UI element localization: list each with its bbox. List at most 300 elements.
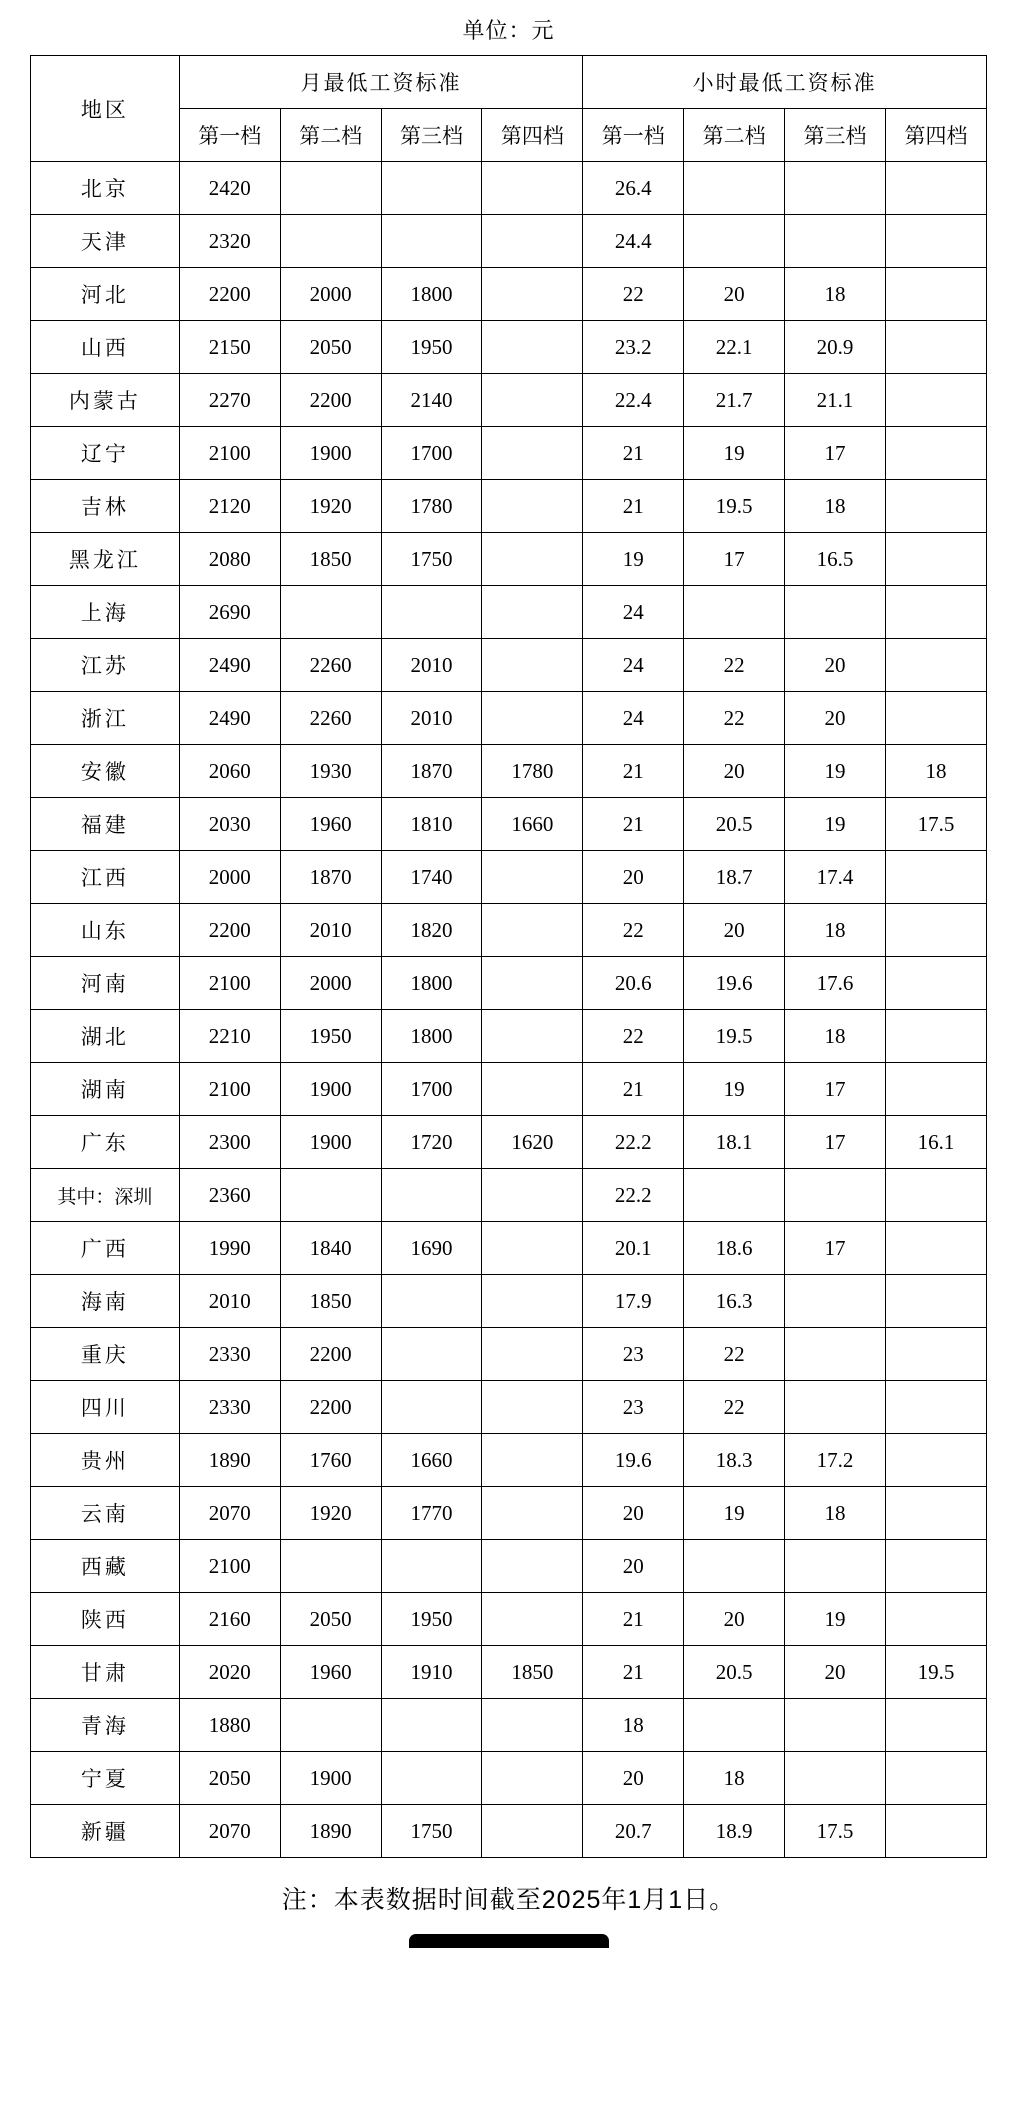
hourly-tier-3-cell [785,1540,886,1593]
monthly-tier-4-cell [482,215,583,268]
hourly-tier-3-cell [785,586,886,639]
header-hourly-tier-2: 第二档 [684,109,785,162]
hourly-tier-1-cell: 23.2 [583,321,684,374]
monthly-tier-2-cell: 1930 [280,745,381,798]
monthly-tier-2-cell: 1900 [280,1752,381,1805]
monthly-tier-2-cell: 1960 [280,1646,381,1699]
hourly-tier-2-cell: 20 [684,1593,785,1646]
header-region: 地区 [31,56,180,162]
monthly-tier-1-cell: 2010 [179,1275,280,1328]
region-cell: 黑龙江 [31,533,180,586]
monthly-tier-4-cell [482,692,583,745]
monthly-tier-2-cell: 1870 [280,851,381,904]
hourly-tier-2-cell: 18.3 [684,1434,785,1487]
monthly-tier-3-cell [381,586,482,639]
monthly-tier-4-cell [482,1593,583,1646]
hourly-tier-1-cell: 20.1 [583,1222,684,1275]
hourly-tier-4-cell [886,215,987,268]
hourly-tier-2-cell: 19.5 [684,480,785,533]
monthly-tier-2-cell: 2200 [280,1381,381,1434]
hourly-tier-3-cell: 18 [785,268,886,321]
monthly-tier-3-cell [381,1699,482,1752]
hourly-tier-2-cell: 18.1 [684,1116,785,1169]
monthly-tier-2-cell: 2050 [280,1593,381,1646]
region-cell: 上海 [31,586,180,639]
monthly-tier-3-cell: 1950 [381,1593,482,1646]
region-cell: 云南 [31,1487,180,1540]
hourly-tier-1-cell: 26.4 [583,162,684,215]
monthly-tier-4-cell [482,533,583,586]
table-row [31,1593,987,1646]
hourly-tier-3-cell: 21.1 [785,374,886,427]
hourly-tier-2-cell: 18.6 [684,1222,785,1275]
hourly-tier-3-cell [785,1752,886,1805]
region-cell: 湖南 [31,1063,180,1116]
region-cell: 新疆 [31,1805,180,1858]
monthly-tier-1-cell: 2100 [179,1540,280,1593]
table-row [31,162,987,215]
hourly-tier-2-cell: 18.7 [684,851,785,904]
monthly-tier-2-cell [280,215,381,268]
table-body [31,162,987,1858]
monthly-tier-4-cell [482,162,583,215]
hourly-tier-4-cell [886,1434,987,1487]
hourly-tier-1-cell: 17.9 [583,1275,684,1328]
hourly-tier-2-cell: 20.5 [684,1646,785,1699]
hourly-tier-4-cell [886,162,987,215]
monthly-tier-1-cell: 2270 [179,374,280,427]
monthly-tier-4-cell [482,904,583,957]
hourly-tier-4-cell [886,904,987,957]
monthly-tier-1-cell: 2100 [179,1063,280,1116]
monthly-tier-1-cell: 2050 [179,1752,280,1805]
hourly-tier-4-cell [886,1540,987,1593]
monthly-tier-1-cell: 2330 [179,1381,280,1434]
hourly-tier-1-cell: 24.4 [583,215,684,268]
monthly-tier-4-cell [482,427,583,480]
hourly-tier-3-cell: 17 [785,1063,886,1116]
table-header [31,56,987,162]
hourly-tier-1-cell: 21 [583,1063,684,1116]
hourly-tier-4-cell [886,586,987,639]
hourly-tier-2-cell: 22 [684,639,785,692]
monthly-tier-1-cell: 2420 [179,162,280,215]
hourly-tier-1-cell: 24 [583,692,684,745]
monthly-tier-1-cell: 2300 [179,1116,280,1169]
table-row [31,1646,987,1699]
hourly-tier-1-cell: 20 [583,851,684,904]
hourly-tier-3-cell: 17.4 [785,851,886,904]
hourly-tier-4-cell [886,268,987,321]
hourly-tier-3-cell: 18 [785,480,886,533]
monthly-tier-3-cell: 1660 [381,1434,482,1487]
monthly-tier-1-cell: 2360 [179,1169,280,1222]
hourly-tier-1-cell: 21 [583,1646,684,1699]
monthly-tier-2-cell [280,1169,381,1222]
hourly-tier-3-cell: 16.5 [785,533,886,586]
monthly-tier-2-cell: 2260 [280,692,381,745]
hourly-tier-1-cell: 24 [583,586,684,639]
region-cell: 湖北 [31,1010,180,1063]
monthly-tier-2-cell: 1950 [280,1010,381,1063]
hourly-tier-4-cell [886,1487,987,1540]
monthly-tier-4-cell [482,1434,583,1487]
monthly-tier-1-cell: 1990 [179,1222,280,1275]
region-cell: 吉林 [31,480,180,533]
monthly-tier-2-cell [280,586,381,639]
hourly-tier-3-cell: 17 [785,1222,886,1275]
monthly-tier-2-cell [280,162,381,215]
table-row [31,1381,987,1434]
hourly-tier-3-cell [785,1328,886,1381]
monthly-tier-3-cell: 1720 [381,1116,482,1169]
monthly-tier-4-cell [482,480,583,533]
hourly-tier-2-cell: 20 [684,268,785,321]
hourly-tier-2-cell: 20.5 [684,798,785,851]
monthly-tier-3-cell: 1910 [381,1646,482,1699]
monthly-tier-3-cell: 2140 [381,374,482,427]
monthly-tier-4-cell [482,1222,583,1275]
hourly-tier-4-cell [886,639,987,692]
monthly-tier-3-cell: 1780 [381,480,482,533]
hourly-tier-4-cell [886,1752,987,1805]
region-cell: 宁夏 [31,1752,180,1805]
hourly-tier-2-cell: 21.7 [684,374,785,427]
monthly-tier-2-cell: 2260 [280,639,381,692]
region-cell: 西藏 [31,1540,180,1593]
hourly-tier-2-cell: 19.6 [684,957,785,1010]
hourly-tier-3-cell: 20 [785,692,886,745]
hourly-tier-1-cell: 22 [583,268,684,321]
region-cell: 四川 [31,1381,180,1434]
monthly-tier-1-cell: 2020 [179,1646,280,1699]
table-row [31,586,987,639]
monthly-tier-3-cell: 1800 [381,1010,482,1063]
region-cell: 江西 [31,851,180,904]
hourly-tier-2-cell: 20 [684,745,785,798]
monthly-tier-4-cell [482,957,583,1010]
table-row [31,1752,987,1805]
hourly-tier-1-cell: 21 [583,1593,684,1646]
monthly-tier-1-cell: 2200 [179,268,280,321]
unit-label: 单位：元 [462,18,555,43]
monthly-tier-4-cell [482,1010,583,1063]
hourly-tier-3-cell: 18 [785,1010,886,1063]
region-cell: 北京 [31,162,180,215]
table-row [31,215,987,268]
monthly-tier-3-cell: 1690 [381,1222,482,1275]
hourly-tier-3-cell: 17.2 [785,1434,886,1487]
region-cell: 重庆 [31,1328,180,1381]
monthly-tier-2-cell [280,1540,381,1593]
hourly-tier-3-cell: 20 [785,1646,886,1699]
monthly-tier-3-cell [381,1328,482,1381]
region-cell: 陕西 [31,1593,180,1646]
hourly-tier-3-cell: 17 [785,427,886,480]
region-cell: 河北 [31,268,180,321]
monthly-tier-4-cell [482,1699,583,1752]
table-row [31,427,987,480]
hourly-tier-4-cell: 18 [886,745,987,798]
table-row [31,1222,987,1275]
hourly-tier-1-cell: 22 [583,904,684,957]
home-indicator [409,1934,609,1948]
monthly-tier-1-cell: 2030 [179,798,280,851]
table-row [31,480,987,533]
monthly-tier-2-cell: 2050 [280,321,381,374]
monthly-tier-2-cell [280,1699,381,1752]
header-hourly-tier-1: 第一档 [583,109,684,162]
hourly-tier-3-cell: 17.6 [785,957,886,1010]
monthly-tier-2-cell: 1900 [280,1063,381,1116]
hourly-tier-1-cell: 20.6 [583,957,684,1010]
hourly-tier-4-cell: 19.5 [886,1646,987,1699]
hourly-tier-2-cell [684,215,785,268]
hourly-tier-4-cell: 16.1 [886,1116,987,1169]
monthly-tier-4-cell: 1620 [482,1116,583,1169]
hourly-tier-3-cell: 19 [785,798,886,851]
monthly-tier-3-cell: 1750 [381,1805,482,1858]
hourly-tier-3-cell [785,215,886,268]
monthly-tier-4-cell: 1780 [482,745,583,798]
monthly-tier-4-cell [482,1487,583,1540]
hourly-tier-3-cell: 18 [785,1487,886,1540]
hourly-tier-1-cell: 22.2 [583,1169,684,1222]
monthly-tier-4-cell [482,1275,583,1328]
region-cell: 甘肃 [31,1646,180,1699]
monthly-tier-4-cell [482,1805,583,1858]
hourly-tier-1-cell: 22.4 [583,374,684,427]
hourly-tier-4-cell [886,1063,987,1116]
monthly-tier-3-cell [381,1540,482,1593]
hourly-tier-2-cell: 18.9 [684,1805,785,1858]
hourly-tier-2-cell [684,1540,785,1593]
hourly-tier-2-cell: 22.1 [684,321,785,374]
hourly-tier-1-cell: 20 [583,1752,684,1805]
hourly-tier-1-cell: 20 [583,1487,684,1540]
hourly-tier-4-cell [886,1169,987,1222]
table-note: 注：本表数据时间截至2025年1月1日。 [281,1886,736,1914]
monthly-tier-2-cell: 2200 [280,374,381,427]
monthly-tier-1-cell: 2070 [179,1805,280,1858]
hourly-tier-4-cell [886,374,987,427]
monthly-tier-1-cell: 2120 [179,480,280,533]
hourly-tier-4-cell [886,1222,987,1275]
monthly-tier-1-cell: 2490 [179,692,280,745]
hourly-tier-1-cell: 21 [583,745,684,798]
monthly-tier-2-cell: 1960 [280,798,381,851]
hourly-tier-1-cell: 23 [583,1328,684,1381]
region-cell: 贵州 [31,1434,180,1487]
monthly-tier-1-cell: 2060 [179,745,280,798]
monthly-tier-1-cell: 2160 [179,1593,280,1646]
monthly-tier-4-cell [482,586,583,639]
table-row [31,1010,987,1063]
hourly-tier-4-cell [886,957,987,1010]
table-row [31,1434,987,1487]
hourly-tier-2-cell: 19 [684,1487,785,1540]
hourly-tier-4-cell [886,480,987,533]
monthly-tier-4-cell [482,1752,583,1805]
table-row [31,374,987,427]
monthly-tier-3-cell: 2010 [381,692,482,745]
monthly-tier-4-cell: 1850 [482,1646,583,1699]
monthly-tier-3-cell [381,1169,482,1222]
hourly-tier-3-cell: 17.5 [785,1805,886,1858]
hourly-tier-4-cell [886,692,987,745]
hourly-tier-3-cell [785,1699,886,1752]
hourly-tier-4-cell [886,1805,987,1858]
monthly-tier-1-cell: 2320 [179,215,280,268]
monthly-tier-4-cell [482,321,583,374]
monthly-tier-2-cell: 1900 [280,1116,381,1169]
hourly-tier-4-cell [886,1381,987,1434]
header-row-groups [31,56,987,109]
region-cell: 广东 [31,1116,180,1169]
region-cell: 山西 [31,321,180,374]
monthly-tier-1-cell: 1880 [179,1699,280,1752]
table-row [31,798,987,851]
hourly-tier-4-cell [886,1010,987,1063]
table-row [31,533,987,586]
monthly-tier-4-cell: 1660 [482,798,583,851]
header-monthly-tier-3: 第三档 [381,109,482,162]
monthly-tier-3-cell: 1750 [381,533,482,586]
table-row [31,1487,987,1540]
monthly-tier-1-cell: 2330 [179,1328,280,1381]
monthly-tier-3-cell: 1700 [381,1063,482,1116]
hourly-tier-2-cell: 16.3 [684,1275,785,1328]
hourly-tier-3-cell: 18 [785,904,886,957]
monthly-tier-1-cell: 2080 [179,533,280,586]
hourly-tier-2-cell [684,1699,785,1752]
monthly-tier-1-cell: 2100 [179,957,280,1010]
wage-table-container [0,55,1017,1858]
monthly-tier-4-cell [482,1328,583,1381]
hourly-tier-4-cell [886,321,987,374]
monthly-tier-1-cell: 2200 [179,904,280,957]
hourly-tier-2-cell: 20 [684,904,785,957]
region-cell: 山东 [31,904,180,957]
hourly-tier-1-cell: 21 [583,427,684,480]
monthly-tier-3-cell: 1770 [381,1487,482,1540]
hourly-tier-1-cell: 19.6 [583,1434,684,1487]
hourly-tier-3-cell [785,1275,886,1328]
monthly-tier-2-cell: 1900 [280,427,381,480]
monthly-tier-1-cell: 2150 [179,321,280,374]
hourly-tier-4-cell [886,1699,987,1752]
monthly-tier-4-cell [482,1381,583,1434]
monthly-tier-1-cell: 2210 [179,1010,280,1063]
table-row [31,851,987,904]
monthly-tier-2-cell: 1840 [280,1222,381,1275]
hourly-tier-1-cell: 18 [583,1699,684,1752]
hourly-tier-1-cell: 24 [583,639,684,692]
table-row [31,639,987,692]
monthly-tier-1-cell: 2690 [179,586,280,639]
hourly-tier-3-cell [785,1169,886,1222]
table-row [31,745,987,798]
region-cell: 浙江 [31,692,180,745]
monthly-tier-3-cell [381,215,482,268]
table-row [31,957,987,1010]
region-cell: 其中：深圳 [31,1169,180,1222]
hourly-tier-1-cell: 19 [583,533,684,586]
hourly-tier-2-cell [684,1169,785,1222]
hourly-tier-1-cell: 20.7 [583,1805,684,1858]
hourly-tier-2-cell: 19 [684,427,785,480]
hourly-tier-3-cell: 20.9 [785,321,886,374]
monthly-tier-3-cell: 2010 [381,639,482,692]
monthly-tier-2-cell: 1920 [280,480,381,533]
monthly-tier-2-cell: 1850 [280,1275,381,1328]
monthly-tier-3-cell [381,1381,482,1434]
hourly-tier-3-cell: 20 [785,639,886,692]
monthly-tier-4-cell [482,374,583,427]
monthly-tier-3-cell: 1800 [381,268,482,321]
hourly-tier-4-cell [886,1275,987,1328]
monthly-tier-4-cell [482,1540,583,1593]
region-cell: 福建 [31,798,180,851]
monthly-tier-2-cell: 1890 [280,1805,381,1858]
table-row [31,1116,987,1169]
table-row [31,1699,987,1752]
table-row [31,268,987,321]
header-monthly-tier-1: 第一档 [179,109,280,162]
hourly-tier-3-cell [785,162,886,215]
table-row [31,904,987,957]
hourly-tier-2-cell: 17 [684,533,785,586]
monthly-tier-2-cell: 2010 [280,904,381,957]
hourly-tier-4-cell: 17.5 [886,798,987,851]
header-hourly-tier-3: 第三档 [785,109,886,162]
table-row [31,1169,987,1222]
monthly-tier-4-cell [482,1169,583,1222]
hourly-tier-1-cell: 23 [583,1381,684,1434]
monthly-tier-2-cell: 1760 [280,1434,381,1487]
hourly-tier-1-cell: 22.2 [583,1116,684,1169]
hourly-tier-2-cell: 18 [684,1752,785,1805]
hourly-tier-4-cell [886,533,987,586]
region-cell: 江苏 [31,639,180,692]
bottom-indicator-wrap [0,1926,1017,1948]
region-cell: 天津 [31,215,180,268]
region-cell: 安徽 [31,745,180,798]
monthly-tier-1-cell: 1890 [179,1434,280,1487]
region-cell: 辽宁 [31,427,180,480]
monthly-tier-4-cell [482,639,583,692]
hourly-tier-1-cell: 20 [583,1540,684,1593]
region-cell: 河南 [31,957,180,1010]
region-cell: 海南 [31,1275,180,1328]
hourly-tier-3-cell: 17 [785,1116,886,1169]
monthly-tier-3-cell: 1820 [381,904,482,957]
header-monthly-tier-2: 第二档 [280,109,381,162]
monthly-tier-3-cell [381,1275,482,1328]
hourly-tier-2-cell: 22 [684,1328,785,1381]
monthly-tier-3-cell [381,1752,482,1805]
monthly-tier-4-cell [482,268,583,321]
table-row [31,692,987,745]
table-row [31,1540,987,1593]
monthly-tier-2-cell: 1850 [280,533,381,586]
header-monthly-tier-4: 第四档 [482,109,583,162]
monthly-tier-2-cell: 1920 [280,1487,381,1540]
region-cell: 青海 [31,1699,180,1752]
monthly-tier-1-cell: 2100 [179,427,280,480]
table-row [31,1805,987,1858]
monthly-tier-4-cell [482,851,583,904]
